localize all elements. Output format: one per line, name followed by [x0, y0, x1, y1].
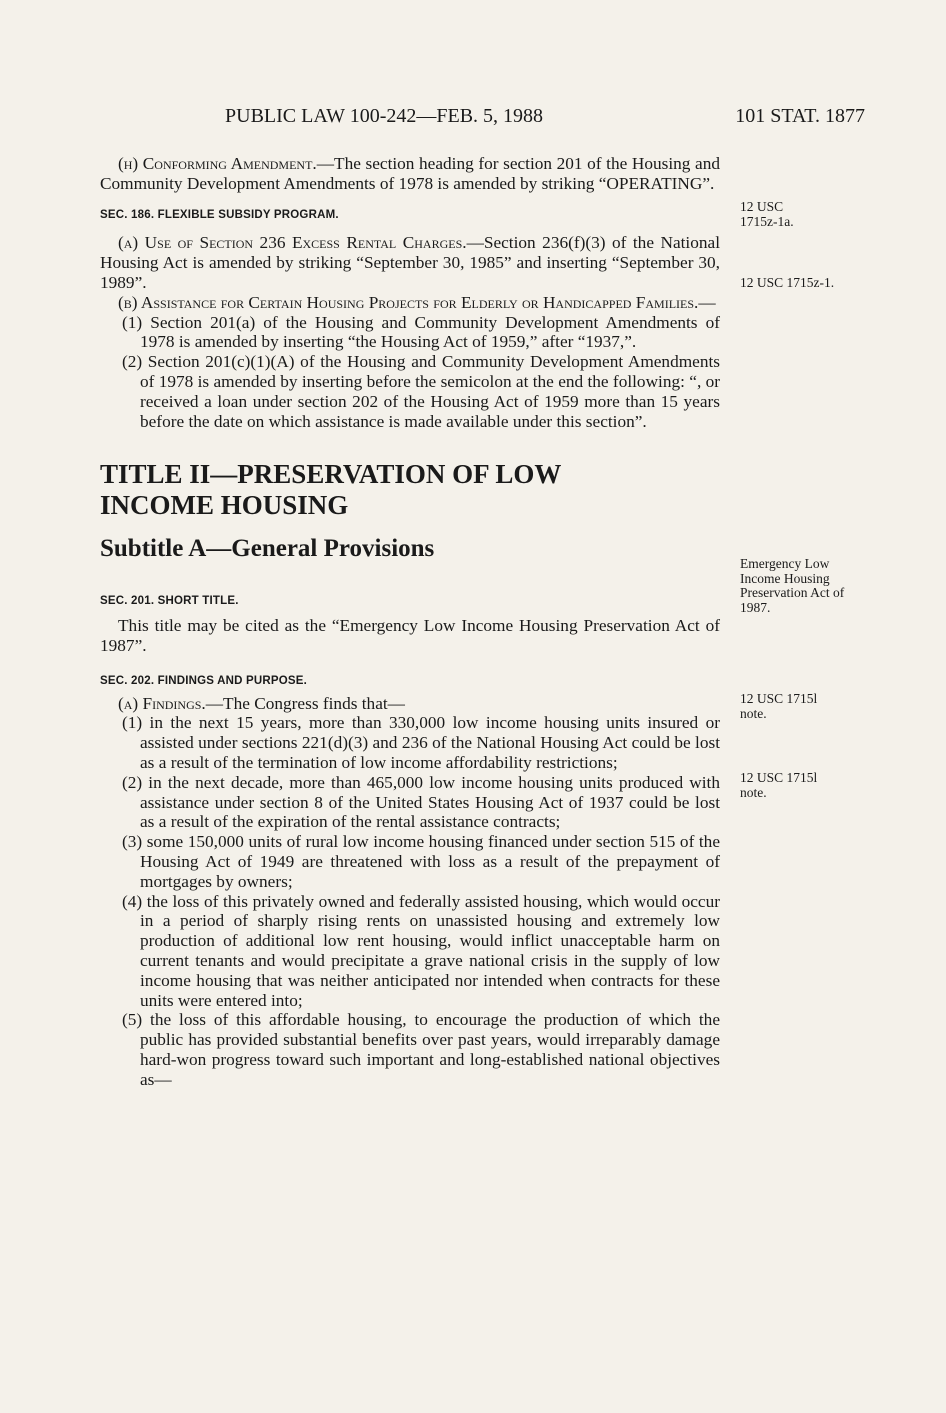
- finding-item-3: (3) some 150,000 units of rural low income housing financed under section 515 of the Housing Act of 1949 are threatened with loss as a result of the prepayment of mortgages by owners;: [122, 832, 720, 891]
- section-201-heading: SEC. 201. SHORT TITLE.: [100, 595, 239, 608]
- header-law-date: PUBLIC LAW 100-242—FEB. 5, 1988: [225, 105, 544, 127]
- margin-note-12usc-1715l-b: 12 USC 1715l note.: [740, 770, 818, 800]
- paragraph-label: (h) Conforming Amendment.: [118, 154, 317, 173]
- paragraph-b-elderly-handicapped: [100, 293, 720, 313]
- subtitle-a-heading: Subtitle A—General Provisions: [100, 535, 435, 563]
- finding-item-2: (2) in the next decade, more than 465,000 low income housing units produced with assistance under section 8 of the United States Housing Act of 1937 could be lost as a result of the expiration of the rental assistance contracts;: [122, 772, 720, 832]
- paragraph-text: —The Congress finds that—: [205, 693, 405, 713]
- margin-note-12usc-1715z-1: 12 USC 1715z-1.: [740, 275, 835, 290]
- margin-note-12usc-1715z-1a: 12 USC 1715z-1a.: [740, 199, 794, 229]
- paragraph-text: —: [698, 292, 716, 312]
- finding-item-5: (5) the loss of this affordable housing, to encourage the production of which the public has provided substantial benefits over past years, would irreparably damage hard-won progress toward such important and long-established national objectives as—: [122, 1010, 720, 1089]
- paragraph-label: (a) Findings.: [118, 693, 206, 713]
- section-202-heading: SEC. 202. FINDINGS AND PURPOSE.: [100, 674, 308, 687]
- paragraph-text: —The section heading for section 201 of the Housing and Community Development Amendments of 1978 is amended by striking “OPERATING”.: [100, 154, 720, 193]
- margin-note-12usc-1715l-a: 12 USC 1715l note.: [740, 691, 818, 721]
- paragraph-h-conforming-amendment: [100, 154, 720, 194]
- paragraph-text: —Section 236(f)(3) of the National Housing Act is amended by striking “September 30, 1985” and inserting “September 30, 1989”.: [100, 233, 720, 292]
- section-201-text: This title may be cited as the “Emergency Low Income Housing Preservation Act of 1987”.: [100, 616, 720, 655]
- paragraph-b2: (2) Section 201(c)(1)(A) of the Housing and Community Development Amendments of 1978 is amended by inserting before the semicolon at the end the following: “, or received a loan under section 202 of the Housing Act of 1959 more than 15 years before the date on which assistance is made available under this section”.: [122, 352, 720, 431]
- title-ii-heading: [100, 459, 720, 521]
- title-line-2: INCOME HOUSING: [100, 490, 349, 521]
- paragraph-label: (b) Assistance for Certain Housing Projects for Elderly or Handicapped Families.: [118, 292, 699, 312]
- body-text: [100, 154, 720, 1089]
- margin-note-short-title: Emergency Low Income Housing Preservation Act of 1987.: [740, 556, 845, 615]
- header-stat-page: 101 STAT. 1877: [735, 105, 865, 127]
- paragraph-label: (a) Use of Section 236 Excess Rental Charges.: [118, 233, 467, 253]
- findings-intro: [100, 694, 720, 714]
- finding-item-4: (4) the loss of this privately owned and federally assisted housing, which would occur in a period of sharply rising rents on unassisted housing and extremely low production of additional low rent housing, would inflict unacceptable harm on current tenants and would precipitate a grave national crisis in the supply of low income housing that was neither anticipated nor intended when contracts for these units were entered into;: [122, 891, 720, 1010]
- finding-item-1: (1) in the next 15 years, more than 330,000 low income housing units insured or assisted under sections 221(d)(3) and 236 of the National Housing Act could be lost as a result of the termination of low income affordability restrictions;: [122, 713, 720, 772]
- paragraph-a-excess-rental: [100, 233, 720, 292]
- title-line-1: TITLE II—PRESERVATION OF LOW: [100, 459, 562, 490]
- section-186-heading: SEC. 186. FLEXIBLE SUBSIDY PROGRAM.: [100, 208, 339, 221]
- paragraph-b1: (1) Section 201(a) of the Housing and Community Development Amendments of 1978 is amended by inserting “the Housing Act of 1959,” after “1937,”.: [122, 312, 720, 352]
